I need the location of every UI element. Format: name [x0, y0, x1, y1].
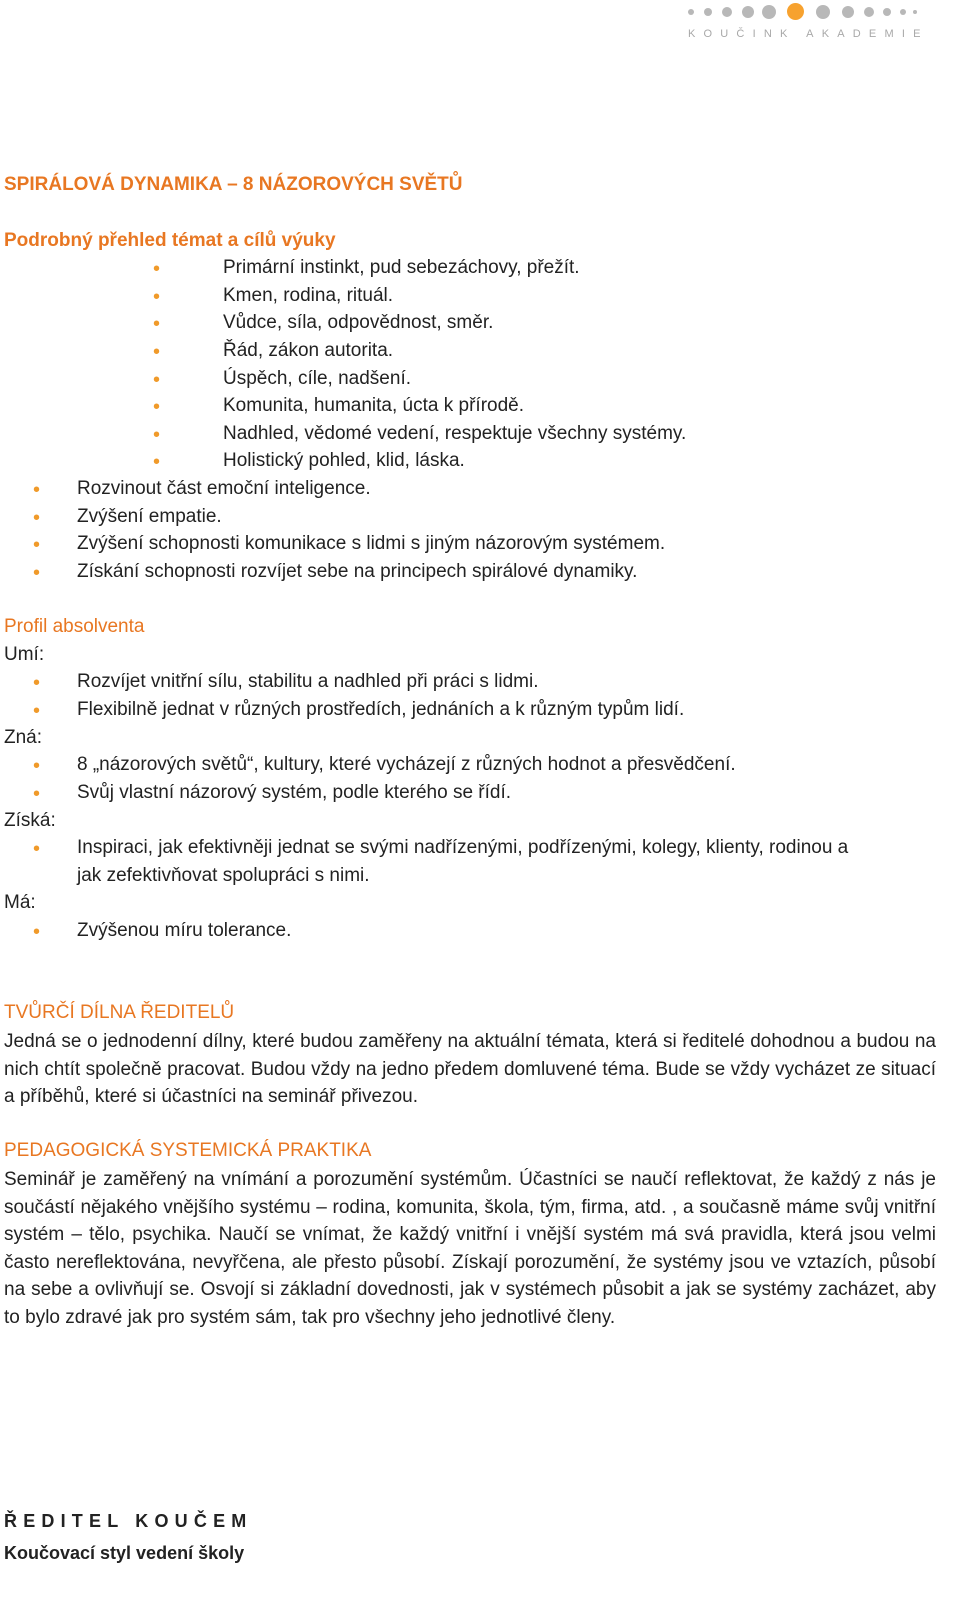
logo-dots: [683, 2, 923, 22]
logo-dot: [742, 6, 754, 18]
bullet: •: [33, 755, 41, 777]
list-item: Nadhled, vědomé vedení, respektuje všechny systémy.: [223, 423, 687, 444]
logo-dot: [864, 7, 874, 17]
list-item: Vůdce, síla, odpovědnost, směr.: [223, 312, 494, 333]
footer-subtitle: Koučovací styl vedení školy: [4, 1543, 245, 1563]
list-item: Rozvinout část emoční inteligence.: [77, 478, 371, 499]
bullet: •: [33, 534, 41, 556]
footer-title: ŘEDITEL KOUČEM: [4, 1511, 253, 1531]
bullet: •: [153, 286, 161, 308]
bullet: •: [33, 507, 41, 529]
zna-label: Zná:: [4, 727, 43, 748]
bullet: •: [153, 451, 161, 473]
logo-dot: [816, 5, 830, 19]
list-item: Řád, zákon autorita.: [223, 340, 394, 361]
bullet: •: [153, 369, 161, 391]
bullet: •: [153, 396, 161, 418]
list-item: Zvýšenou míru tolerance.: [77, 920, 292, 941]
list-item: Holistický pohled, klid, láska.: [223, 450, 465, 471]
list-item: Získání schopnosti rozvíjet sebe na principech spirálové dynamiky.: [77, 561, 638, 582]
logo-dot: [688, 9, 694, 15]
bullet: •: [33, 562, 41, 584]
bullet: •: [33, 838, 41, 860]
logo-dot: [913, 10, 917, 14]
bullet: •: [153, 341, 161, 363]
bullet: •: [153, 424, 161, 446]
list-item: 8 „názorových světů“, kultury, které vycházejí z různých hodnot a přesvědčení.: [77, 754, 736, 775]
bullet: •: [33, 700, 41, 722]
logo-dot: [704, 8, 712, 16]
logo-text: KOUČINK AKADEMIE: [688, 28, 929, 40]
list-item: Zvýšení schopnosti komunikace s lidmi s jiným názorovým systémem.: [77, 533, 666, 554]
page-title: SPIRÁLOVÁ DYNAMIKA – 8 NÁZOROVÝCH SVĚTŮ: [4, 174, 463, 195]
list-item: Zvýšení empatie.: [77, 506, 222, 527]
bullet: •: [153, 313, 161, 335]
logo-dot: [762, 5, 776, 19]
list-item: Inspiraci, jak efektivněji jednat se svými nadřízenými, podřízenými, kolegy, klienty, rodinou a: [77, 837, 849, 858]
bullet: •: [33, 783, 41, 805]
bullet: •: [153, 258, 161, 280]
koucink-akademie-logo: [683, 0, 929, 50]
list-item: Flexibilně jednat v různých prostředích, jednáních a k různým typům lidí.: [77, 699, 685, 720]
list-item: Rozvíjet vnitřní sílu, stabilitu a nadhled při práci s lidmi.: [77, 671, 539, 692]
list-item: Primární instinkt, pud sebezáchovy, přežít.: [223, 257, 580, 278]
bullet: •: [33, 672, 41, 694]
ma-label: Má:: [4, 892, 36, 913]
workshop-text: Jedná se o jednodenní dílny, které budou zaměřeny na aktuální témata, která si ředitelé dohodnou a budou na nich chtít společně pracovat. Budou vždy na jedno předem domluvené téma. Bude se vždy vycházet ze situací a příběhů, které si účastníci na seminář přivezou.: [4, 1031, 936, 1108]
list-item: Úspěch, cíle, nadšení.: [223, 368, 411, 389]
logo-dot: [900, 9, 906, 15]
bullet: •: [33, 921, 41, 943]
logo-dot: [722, 7, 732, 17]
logo-dot: [883, 8, 891, 16]
topics-heading: Podrobný přehled témat a cílů výuky: [4, 230, 336, 251]
list-item: Svůj vlastní názorový systém, podle kterého se řídí.: [77, 782, 512, 803]
logo-dot: [842, 6, 854, 18]
list-item-continuation: jak zefektivňovat spolupráci s nimi.: [77, 865, 370, 886]
list-item: Komunita, humanita, úcta k přírodě.: [223, 395, 524, 416]
workshop-heading: TVŮRČÍ DÍLNA ŘEDITELŮ: [4, 1002, 235, 1023]
list-item: Kmen, rodina, rituál.: [223, 285, 394, 306]
profile-heading: Profil absolventa: [4, 616, 145, 637]
umi-label: Umí:: [4, 644, 45, 665]
bullet: •: [33, 479, 41, 501]
logo-dot-accent: [787, 3, 804, 20]
practice-heading: PEDAGOGICKÁ SYSTEMICKÁ PRAKTIKA: [4, 1140, 372, 1161]
practice-text: Seminář je zaměřený na vnímání a porozumění systémům. Účastníci se naučí reflektovat, že každý z nás je součástí nějakého vnějšího systému – rodina, komunita, škola, tým, firma, atd. , a současně máme svůj vnitřní systém – tělo, psychika. Naučí se vnímat, že každý vnitřní i vnější systém má svá pravidla, která jsou velmi často nereflektována, nevyřčena, ale přesto působí. Získají porozumění, že systémy jsou ve vztazích, působí na sebe a ovlivňují se. Osvojí si základní dovednosti, jak v systémech působit a jak se systémy zacházet, aby to bylo zdravé jak pro systém sám, tak pro všechny jeho jednotlivé členy.: [4, 1169, 936, 1328]
ziska-label: Získá:: [4, 810, 56, 831]
